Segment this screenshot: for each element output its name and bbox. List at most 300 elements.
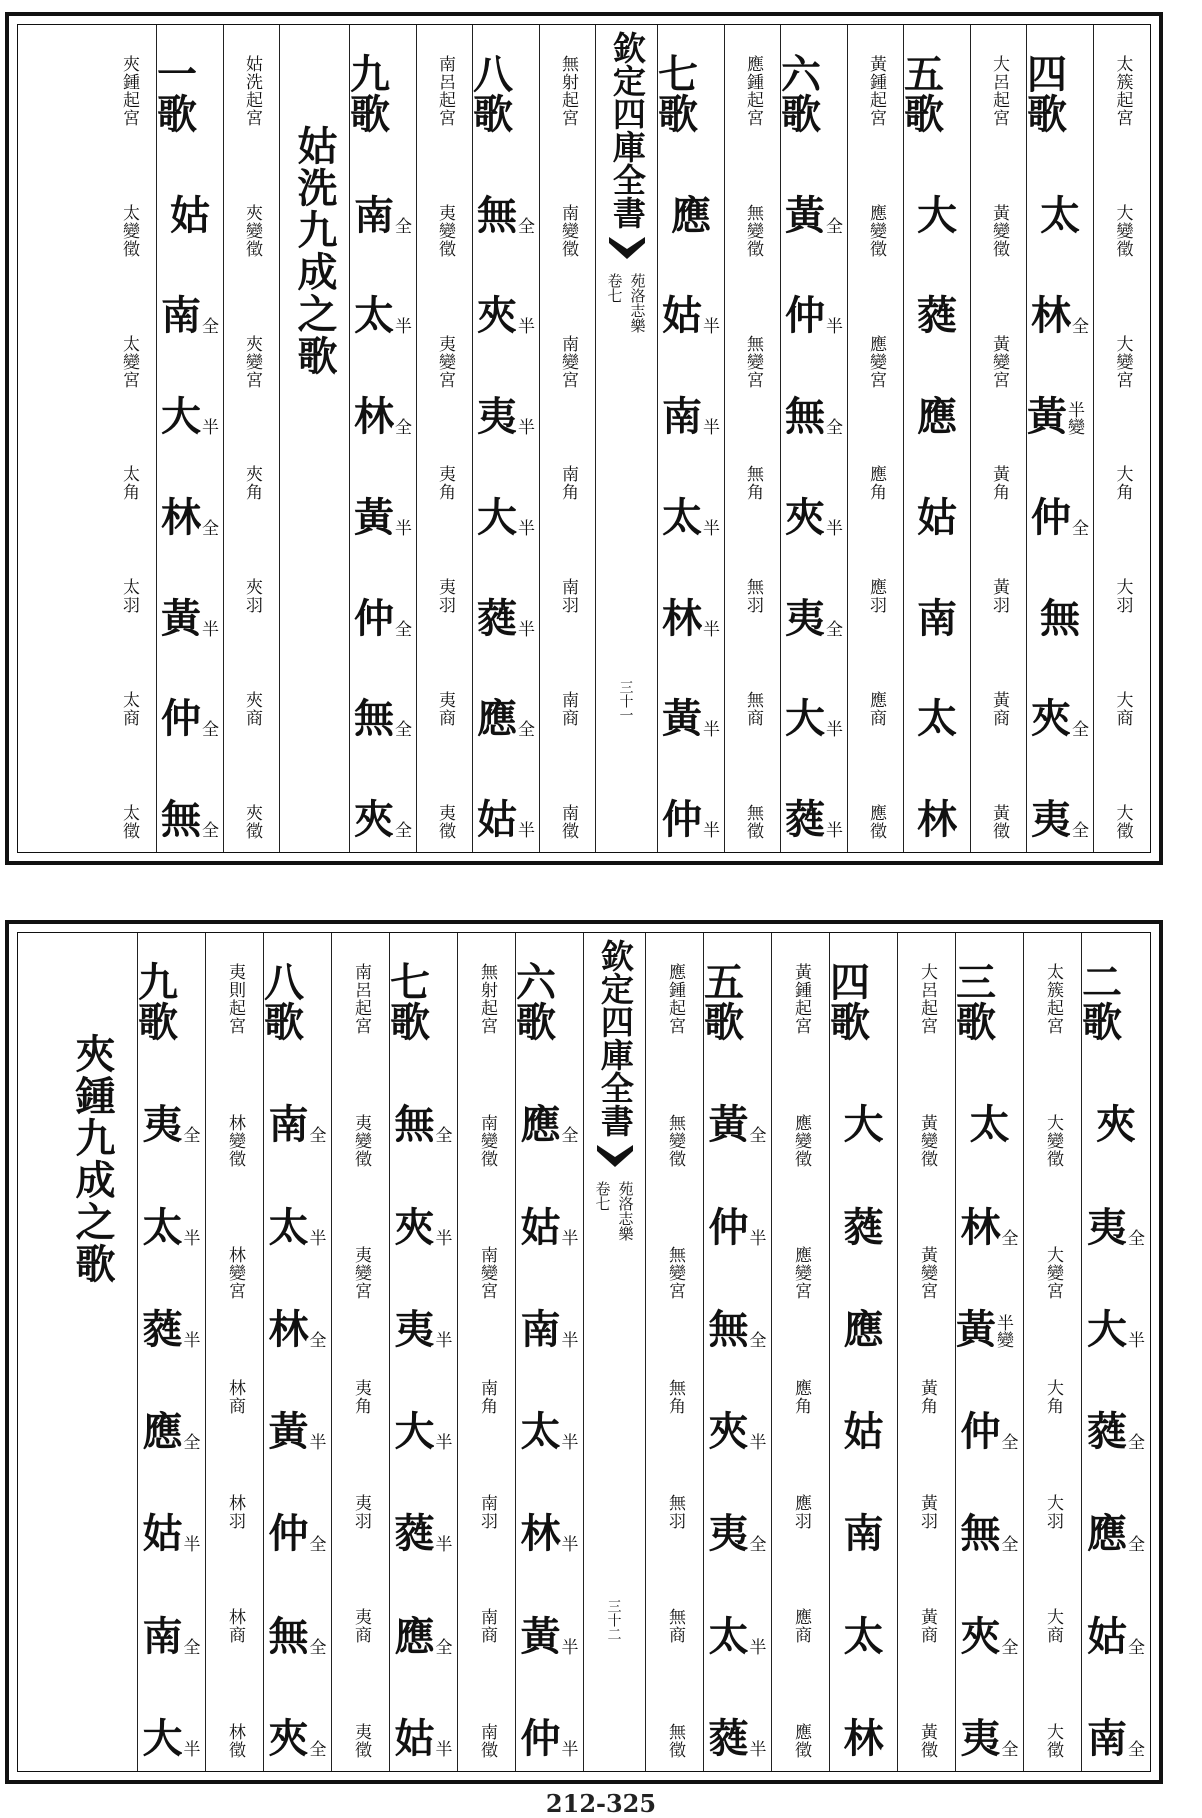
note-char: 夷徵 [351,1722,371,1759]
song-column [956,933,1024,1771]
note-cell [785,695,843,743]
note-char: 蕤 [708,1714,749,1762]
column-heading [1027,51,1093,138]
note-char: 仲 [708,1203,749,1251]
note-cell [520,1612,579,1660]
note-cell [960,1612,1019,1660]
note-char: 夷則起宮 [225,963,245,1035]
note-cell [243,804,260,840]
book-section: 苑洛志樂 [616,1181,635,1241]
note-char: 林 [520,1510,561,1558]
note-char: 黃變徵 [917,1113,937,1168]
note-cell [226,1608,243,1644]
book-volume: 卷七 [593,1181,612,1211]
note-cell [744,691,761,727]
column-heading [559,55,576,127]
note-char: 應徵 [866,803,886,840]
note-char: 夾徵 [242,803,262,840]
note-annotation: 全 [183,1126,201,1147]
note-annotation: 全 [826,216,843,237]
note-char: 大徵 [1112,803,1133,840]
note-cell [120,578,137,614]
note-cell [1087,1612,1145,1660]
column-heading [1114,55,1131,127]
note-char: 林 [354,393,394,441]
note-annotation: 全 [1001,1433,1019,1454]
note-char: 無羽 [665,1493,685,1530]
note-cell [662,292,720,340]
note-cell [867,804,884,840]
note-cell [917,493,957,541]
note-annotation: 半 [518,619,535,640]
note-char: 姑 [843,1408,884,1456]
note-cell [708,1305,767,1353]
song-column [157,25,224,852]
note-char: 大 [142,1714,183,1762]
note-cell [666,1246,683,1300]
note-cell [1031,493,1089,541]
column-heading [830,959,897,1046]
note-cell [662,594,720,642]
note-annotation: 半 [749,1637,767,1658]
note-cell [708,1510,767,1558]
note-char: 姑 [662,292,702,340]
note-char: 南徵 [477,1722,497,1759]
note-char: 南角 [477,1378,497,1415]
note-char: 應 [477,695,517,743]
song-column [781,25,848,852]
note-annotation: 全 [1001,1535,1019,1556]
note-char: 黃商 [989,691,1009,728]
note-cell [918,1379,935,1415]
song-column [516,933,584,1771]
note-cell [161,795,219,843]
note-cell [662,493,720,541]
note-cell [792,1494,809,1530]
note-annotation: 全 [1001,1637,1019,1658]
note-cell [268,1305,327,1353]
mode-column [971,25,1027,852]
note-cell [394,1203,453,1251]
note-char: 應 [520,1101,561,1149]
note-annotation: 全 [1072,317,1089,338]
note-char: 夷變徵 [351,1113,371,1168]
note-char: 蕤 [477,594,517,642]
note-char: 黃 [161,594,201,642]
bottom-page-columns [17,932,1151,1772]
note-char: 黃角 [917,1378,937,1415]
note-char: 南呂起宮 [435,55,455,127]
note-cell [792,1723,809,1759]
note-cell [708,1408,767,1456]
note-char: 九歌 [138,959,178,1046]
note-cell [243,578,260,614]
column-heading [120,55,137,127]
note-char: 仲 [960,1408,1001,1456]
note-char: 無 [960,1510,1001,1558]
note-cell [520,1408,579,1456]
note-char: 二歌 [1082,959,1122,1046]
note-char: 五歌 [904,51,944,138]
note-cell [666,1379,683,1415]
note-char: 六歌 [781,51,821,138]
song-column [904,25,971,852]
note-annotation: 全 [1128,1433,1145,1454]
note-annotation: 全 [395,720,412,741]
note-char: 南 [1087,1714,1127,1762]
note-cell [1114,804,1131,840]
note-cell [354,695,412,743]
note-cell [352,1608,369,1644]
note-cell [394,1714,453,1762]
note-char: 一歌 [157,51,197,138]
note-char: 蕤 [394,1510,435,1558]
column-heading [1044,963,1061,1035]
note-cell [666,1608,683,1644]
note-char: 仲 [161,695,201,743]
note-char: 六歌 [516,959,556,1046]
note-char: 仲 [662,795,702,843]
song-column [473,25,540,852]
note-cell [1096,1101,1136,1149]
note-char: 南羽 [477,1493,497,1530]
note-char: 應鍾起宮 [665,963,685,1035]
note-cell [161,695,219,743]
note-annotation: 半 [703,619,720,640]
note-char: 姑 [1087,1612,1127,1660]
note-cell [867,335,884,389]
note-cell [394,1408,453,1456]
note-char: 無商 [743,691,763,728]
note-cell [559,465,576,501]
top-page-columns [17,24,1151,853]
note-annotation: 全 [1128,1637,1145,1658]
note-char: 太徵 [119,803,139,840]
note-annotation: 全 [749,1330,767,1351]
note-char: 無 [394,1101,435,1149]
song-column [704,933,772,1771]
note-char: 蕤 [1087,1408,1127,1456]
note-char: 林 [843,1714,884,1762]
note-char: 夷 [1087,1203,1127,1251]
note-char: 太簇起宮 [1043,963,1063,1035]
note-cell [436,804,453,840]
note-char: 林徵 [225,1722,245,1759]
note-char: 應 [917,393,957,441]
note-cell [785,493,843,541]
note-char: 應商 [866,691,886,728]
note-annotation: 半 [826,518,843,539]
note-cell [559,691,576,727]
note-cell [1040,191,1080,239]
note-char: 八歌 [473,51,513,138]
section-title-column [280,25,350,852]
note-cell [142,1612,201,1660]
note-char: 八歌 [264,959,304,1046]
note-cell [352,1114,369,1168]
note-cell [243,691,260,727]
note-char: 蕤 [917,292,957,340]
note-char: 黃 [268,1408,309,1456]
note-cell [520,1203,579,1251]
note-cell [662,393,720,441]
note-char: 應 [671,191,711,239]
mode-column [848,25,904,852]
note-cell [477,493,535,541]
note-cell [268,1612,327,1660]
note-cell [1044,1608,1061,1644]
note-char: 無角 [743,465,763,502]
fish-tail-mark-icon [607,233,647,263]
note-cell [477,292,535,340]
note-annotation: 全 [309,1739,327,1760]
note-cell [1031,695,1089,743]
note-annotation: 半 [561,1535,579,1556]
note-cell [226,1723,243,1759]
note-cell [120,204,137,258]
note-char: 太角 [119,465,139,502]
note-char: 林 [917,795,957,843]
note-char: 仲 [268,1510,309,1558]
note-char: 大角 [1043,1378,1063,1415]
mode-column [417,25,473,852]
note-char: 大變宮 [1112,334,1133,389]
note-char: 大角 [1112,465,1133,502]
note-char: 七歌 [658,51,698,138]
note-char: 南 [662,393,702,441]
column-heading [1082,959,1150,1046]
note-cell [792,1114,809,1168]
note-char: 夷變宮 [435,334,455,389]
note-annotation: 全 [309,1637,327,1658]
note-cell [1114,465,1131,501]
section-title-column [48,933,138,1771]
note-cell [1087,1203,1145,1251]
note-annotation: 全 [183,1433,201,1454]
note-annotation: 全 [1128,1739,1145,1760]
note-cell [843,1714,884,1762]
note-char: 夾變宮 [242,334,262,389]
note-char: 九歌 [350,51,390,138]
note-char: 無射起宮 [558,55,578,127]
note-cell [478,1608,495,1644]
note-annotation: 全 [1072,720,1089,741]
note-char: 蕤 [843,1203,884,1251]
note-char: 太 [708,1612,749,1660]
note-cell [120,804,137,840]
note-annotation: 半 [202,619,219,640]
note-char: 無變徵 [743,203,763,258]
note-char: 太商 [119,691,139,728]
note-cell [1044,1114,1061,1168]
mode-column [1094,25,1150,852]
note-char: 姑 [520,1203,561,1251]
note-cell [960,1510,1019,1558]
note-cell [268,1101,327,1149]
note-char: 南變宮 [558,334,578,389]
note-cell [785,393,843,441]
note-char: 林 [268,1305,309,1353]
note-annotation: 半 [703,720,720,741]
note-cell [792,1246,809,1300]
note-cell [666,1114,683,1168]
note-char: 南呂起宮 [351,963,371,1035]
note-annotation: 半 [703,317,720,338]
note-cell [917,594,957,642]
note-char: 太 [354,292,394,340]
note-char: 仲 [785,292,825,340]
note-cell [352,1379,369,1415]
note-char: 無 [354,695,394,743]
note-cell [843,1510,884,1558]
column-heading [243,55,260,127]
note-char: 大 [394,1408,435,1456]
note-cell [744,465,761,501]
note-char: 夷商 [351,1608,371,1645]
note-annotation: 全 [309,1330,327,1351]
note-char: 夾 [354,795,394,843]
note-cell [436,465,453,501]
song-column [1082,933,1150,1771]
note-cell [478,1114,495,1168]
note-cell [352,1723,369,1759]
note-char: 大羽 [1112,578,1133,615]
note-char: 姑 [917,493,957,541]
column-heading [390,959,457,1046]
note-cell [918,1608,935,1644]
note-annotation: 全 [395,619,412,640]
note-annotation: 半 [518,317,535,338]
note-char: 大變徵 [1112,203,1133,258]
note-char: 太 [268,1203,309,1251]
note-annotation: 全 [749,1126,767,1147]
note-cell [990,465,1007,501]
note-cell [792,1379,809,1415]
column-heading [744,55,761,127]
note-char: 大呂起宮 [917,963,937,1035]
note-char: 大 [477,493,517,541]
note-annotation: 全 [1128,1535,1145,1556]
note-char: 夾角 [242,465,262,502]
note-cell [477,393,535,441]
note-char: 太 [843,1612,884,1660]
note-char: 夷角 [435,465,455,502]
folio-number: 三十一 [617,680,634,722]
note-cell [917,191,957,239]
note-cell [161,292,219,340]
song-column [830,933,898,1771]
note-annotation: 半 [749,1228,767,1249]
note-annotation: 半 [309,1228,327,1249]
note-annotation: 全 [1001,1739,1019,1760]
note-char: 應變宮 [866,334,886,389]
note-annotation: 半 [703,418,720,439]
note-char: 黃 [785,191,825,239]
note-char: 林羽 [225,1493,245,1530]
note-char: 黃 [354,493,394,541]
book-title: 欽定四庫全書 [607,31,647,229]
book-center-column [596,25,658,852]
note-char: 黃羽 [989,578,1009,615]
column-heading [990,55,1007,127]
note-cell [243,465,260,501]
note-char: 應 [1087,1510,1127,1558]
note-char: 仲 [354,594,394,642]
note-char: 應變徵 [791,1113,811,1168]
note-annotation: 全 [183,1637,201,1658]
note-cell [1044,1246,1061,1300]
note-annotation: 半 [561,1330,579,1351]
note-cell [843,1203,884,1251]
note-cell [843,1101,884,1149]
note-cell [1027,393,1093,441]
mode-column [458,933,516,1771]
note-char: 太簇起宮 [1112,55,1133,127]
note-char: 應 [843,1305,884,1353]
note-char: 應徵 [791,1722,811,1759]
note-cell [918,1723,935,1759]
note-annotation: 全 [309,1126,327,1147]
note-char: 夾鍾起宮 [119,55,139,127]
note-char: 夾 [785,493,825,541]
note-cell [1044,1379,1061,1415]
note-cell [354,191,412,239]
column-heading [658,51,724,138]
note-cell [956,1305,1023,1353]
note-cell [969,1101,1010,1149]
note-cell [268,1510,327,1558]
note-char: 黃商 [917,1608,937,1645]
note-char: 太 [142,1203,183,1251]
note-cell [744,578,761,614]
note-cell [436,578,453,614]
note-char: 應 [142,1408,183,1456]
note-cell [662,795,720,843]
column-heading [781,51,847,138]
note-cell [867,691,884,727]
column-heading [704,959,771,1046]
note-char: 夷 [394,1305,435,1353]
page-number: 212-325 [545,1789,657,1818]
note-cell [990,804,1007,840]
note-annotation: 半變 [1068,401,1085,439]
note-cell [1087,1510,1145,1558]
note-annotation: 半 [1128,1330,1145,1351]
note-cell [268,1408,327,1456]
note-cell [1087,1714,1145,1762]
note-char: 南 [354,191,394,239]
note-cell [161,594,219,642]
note-cell [917,393,957,441]
note-cell [990,335,1007,389]
note-cell [1044,1723,1061,1759]
note-annotation: 半 [703,518,720,539]
column-heading [792,963,809,1035]
note-char: 南角 [558,465,578,502]
note-char: 無角 [665,1378,685,1415]
note-char: 夷 [477,393,517,441]
song-column [138,933,206,1771]
mode-column [725,25,781,852]
note-char: 大商 [1112,691,1133,728]
note-cell [142,1203,201,1251]
note-char: 大 [917,191,957,239]
note-char: 黃 [662,695,702,743]
note-char: 太 [662,493,702,541]
note-cell [843,1305,884,1353]
note-annotation: 半 [183,1330,201,1351]
note-cell [161,493,219,541]
